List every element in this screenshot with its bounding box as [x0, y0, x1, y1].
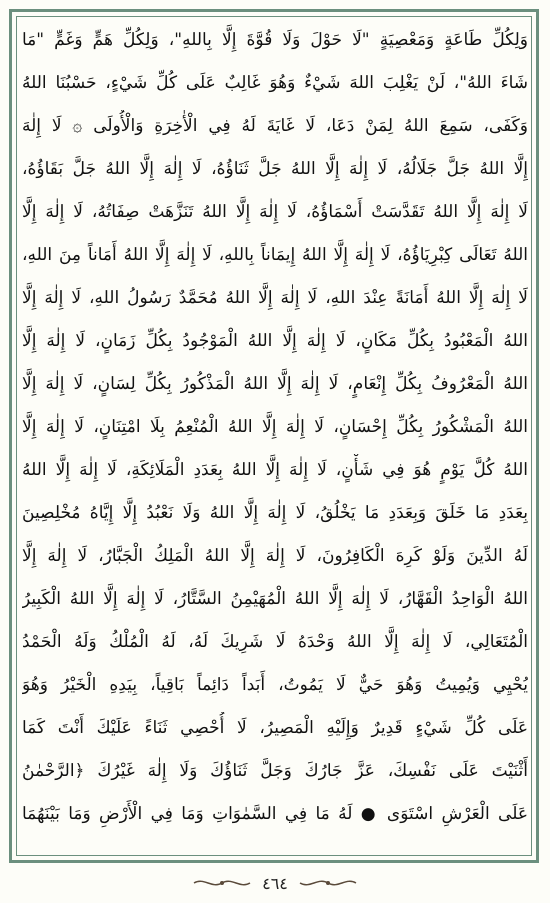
text-line-10: اللهُ الْمَشْكُورُ بِكُلِّ إِحْسَانٍ، لَا إِلٰهَ إِلَّا اللهُ الْمُنْعِمُ بِلَا امْتِنَانٍ، لَا إِلٰهَ إِلَّا	[22, 417, 528, 437]
text-line-17: عَلَى كُلِّ شَيْءٍ قَدِيرٌ وَإِلَيْهِ الْمَصِيرُ، لَا أُحْصِي ثَنَاءً عَلَيْكَ أَنْتَ كَمَا	[22, 718, 528, 738]
text-body	[22, 24, 528, 854]
text-line-19: عَلَى الْعَرْشِ اسْتَوَى ● لَهُ مَا فِي السَّمٰوَاتِ وَمَا فِي الْأَرْضِ وَمَا بَيْنَهُمَا	[22, 804, 528, 824]
text-line-9: اللهُ الْمَعْرُوفُ بِكُلِّ إِنْعَامٍ، لَا إِلٰهَ إِلَّا اللهُ الْمَذْكُورُ بِكُلِّ لِسَانٍ، لَا إِلٰهَ إِلَّا	[22, 374, 528, 394]
text-line-3: وَكَفَى، سَمِعَ اللهُ لِمَنْ دَعَا، لَا غَايَةَ لَهُ فِي الْأٰخِرَةِ وَالْأُولَى ۞ لَا إِلٰهَ	[22, 116, 528, 136]
right-ornament-icon	[298, 876, 358, 890]
text-line-15: الْمُتَعَالِي، لَا إِلٰهَ إِلَّا اللهُ وَحْدَهُ لَا شَرِيكَ لَهُ، لَهُ الْمُلْكُ وَلَهُ الْحَمْدُ	[22, 632, 528, 652]
text-line-7: لَا إِلٰهَ إِلَّا اللهُ أَمَانَةً عِنْدَ اللهِ، لَا إِلٰهَ إِلَّا اللهُ مُحَمَّدٌ رَسُولُ اللهِ، لَا إِلٰهَ إِلَّا	[22, 288, 528, 308]
page-footer	[0, 868, 550, 898]
text-line-11: اللهُ كُلَّ يَوْمٍ هُوَ فِي شَأْنٍ، لَا إِلٰهَ إِلَّا اللهُ بِعَدَدِ الْمَلَائِكَةِ، لَا إِلٰهَ إِلَّا اللهُ	[22, 460, 528, 480]
text-line-4: إِلَّا اللهُ جَلَّ جَلَالُهُ، لَا إِلٰهَ إِلَّا اللهُ جَلَّ ثَنَاؤُهُ، لَا إِلٰهَ إِلَّا اللهُ جَلَّ بَقَاؤُهُ،	[22, 159, 528, 179]
left-ornament-icon	[192, 876, 252, 890]
text-line-13: لَهُ الدِّينَ وَلَوْ كَرِهَ الْكَافِرُونَ، لَا إِلٰهَ إِلَّا اللهُ الْمَلِكُ الْجَبَّارُ، لَا إِلٰهَ إِلَّا	[22, 546, 528, 566]
text-line-14: اللهُ الْوَاحِدُ الْقَهَّارُ، لَا إِلٰهَ إِلَّا اللهُ الْمُهَيْمِنُ السَّتَّارُ، لَا إِلٰهَ إِلَّا اللهُ الْكَبِيرُ	[22, 589, 528, 609]
text-line-12: بِعَدَدِ مَا خَلَقَ وَبِعَدَدِ مَا يَخْلُقُ، لَا إِلٰهَ إِلَّا اللهُ وَلَا نَعْبُدُ إِلَّا إِيَّاهُ مُخْلِصِينَ	[22, 503, 528, 523]
text-line-16: يُحْيِي وَيُمِيتُ وَهُوَ حَيٌّ لَا يَمُوتُ، أَبَداً دَائِماً بَاقِياً، بِيَدِهِ الْخَيْرُ وَهُوَ	[22, 675, 528, 695]
text-line-1: وَلِكُلِّ طَاعَةٍ وَمَعْصِيَةٍ "لَا حَوْلَ وَلَا قُوَّةَ إِلَّا بِاللهِ"، وَلِكُلِّ هَمٍّ وَغَمٍّ "مَا	[22, 30, 528, 50]
text-line-18: أَثْنَيْتَ عَلَى نَفْسِكَ، عَزَّ جَارُكَ وَجَلَّ ثَنَاؤُكَ وَلَا إِلٰهَ غَيْرُكَ ﴿الرَّحْمٰنُ	[22, 761, 528, 781]
text-line-6: اللهُ تَعَالَى كِبْرِيَاؤُهُ، لَا إِلٰهَ إِلَّا اللهُ إِيمَاناً بِاللهِ، لَا إِلٰهَ إِلَّا اللهُ أَمَاناً مِنَ اللهِ،	[22, 245, 528, 265]
page-number: ٤٦٤	[262, 873, 288, 893]
text-line-2: شَاءَ اللهُ"، لَنْ يَغْلِبَ اللهَ شَيْءٌ وَهُوَ غَالِبٌ عَلَى كُلِّ شَيْءٍ، حَسْبُنَا اللهُ	[22, 73, 528, 93]
text-line-8: اللهُ الْمَعْبُودُ بِكُلِّ مَكَانٍ، لَا إِلٰهَ إِلَّا اللهُ الْمَوْجُودُ بِكُلِّ زَمَانٍ، لَا إِلٰهَ إِلَّا	[22, 331, 528, 351]
text-line-5: لَا إِلٰهَ إِلَّا اللهُ تَقَدَّسَتْ أَسْمَاؤُهُ، لَا إِلٰهَ إِلَّا اللهُ تَنَزَّهَتْ صِفَاتُهُ، لَا إِلٰهَ إِلَّا	[22, 202, 528, 222]
